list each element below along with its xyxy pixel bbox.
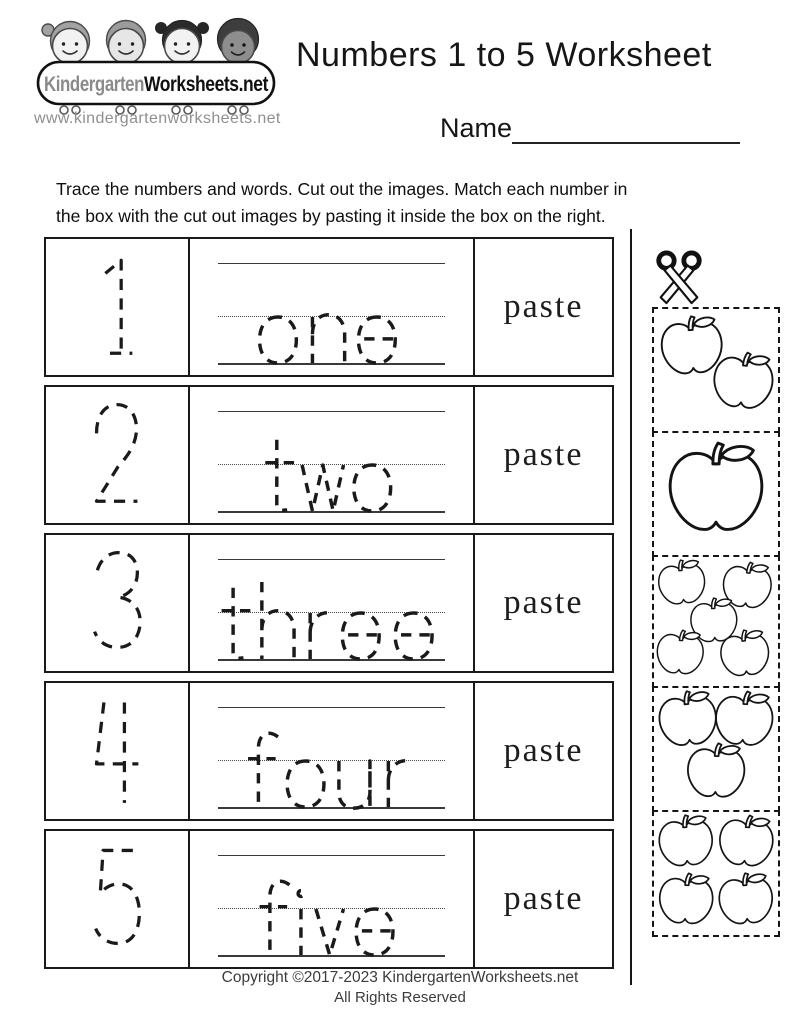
paste-label: paste bbox=[503, 288, 584, 325]
paste-box-1 bbox=[475, 239, 612, 375]
trace-word-two bbox=[263, 419, 401, 523]
trace-number-cell-4 bbox=[46, 683, 190, 819]
worksheet-row-3 bbox=[44, 533, 614, 673]
cutout-column bbox=[652, 307, 780, 937]
writing-line-top bbox=[218, 263, 445, 264]
column-divider-line bbox=[630, 229, 632, 985]
trace-word-cell-3 bbox=[190, 535, 475, 671]
trace-word-three bbox=[219, 567, 444, 671]
paste-box-4 bbox=[475, 683, 612, 819]
kid-girl-ponytail-icon bbox=[42, 22, 90, 64]
writing-line-top bbox=[218, 707, 445, 708]
name-blank-line bbox=[512, 115, 740, 144]
instructions-line-1: Trace the numbers and words. Cut out the images. Match each number in bbox=[56, 179, 628, 199]
trace-number-2 bbox=[90, 399, 144, 511]
brand-banner bbox=[38, 62, 274, 104]
cutout-box-5 bbox=[652, 810, 780, 937]
name-label: Name bbox=[440, 113, 513, 143]
writing-line-top bbox=[218, 855, 445, 856]
website-url: www.kindergartenworksheets.net bbox=[34, 110, 281, 127]
apple-icon bbox=[654, 870, 717, 933]
worksheet-table bbox=[44, 237, 614, 969]
apple-icon bbox=[654, 812, 718, 876]
page-footer bbox=[0, 969, 800, 1006]
apple-icon bbox=[713, 811, 778, 876]
trace-number-4 bbox=[90, 695, 144, 807]
trace-word-cell-1 bbox=[190, 239, 475, 375]
apple-icon bbox=[716, 627, 775, 686]
cutout-box-1 bbox=[652, 307, 780, 433]
name-row bbox=[440, 113, 740, 144]
trace-word-four bbox=[246, 715, 416, 819]
trace-number-3 bbox=[89, 547, 145, 659]
page-title: Numbers 1 to 5 Worksheet bbox=[296, 36, 712, 74]
kindergarten-worksheets-logo bbox=[30, 14, 282, 118]
copyright-text: Copyright ©2017-2023 KindergartenWorksheets.net bbox=[221, 969, 579, 986]
cutout-box-4 bbox=[652, 686, 780, 812]
trace-word-cell-4 bbox=[190, 683, 475, 819]
paste-label: paste bbox=[503, 732, 584, 769]
apple-icon bbox=[714, 870, 778, 934]
apple-icon bbox=[652, 627, 708, 683]
paste-box-3 bbox=[475, 535, 612, 671]
trace-number-cell-5 bbox=[46, 831, 190, 967]
apple-icon bbox=[683, 741, 749, 807]
trace-number-cell-1 bbox=[46, 239, 190, 375]
paste-box-2 bbox=[475, 387, 612, 523]
worksheet-row-4 bbox=[44, 681, 614, 821]
trace-number-1 bbox=[97, 251, 138, 363]
worksheet-row-5 bbox=[44, 829, 614, 969]
writing-line-top bbox=[218, 559, 445, 560]
trace-number-cell-3 bbox=[46, 535, 190, 671]
paste-label: paste bbox=[503, 584, 584, 621]
rights-text: All Rights Reserved bbox=[334, 989, 466, 1006]
paste-label: paste bbox=[503, 880, 584, 917]
trace-word-one bbox=[256, 271, 408, 375]
paste-box-5 bbox=[475, 831, 612, 967]
cutout-box-3 bbox=[652, 555, 780, 688]
trace-word-cell-5 bbox=[190, 831, 475, 967]
trace-word-cell-2 bbox=[190, 387, 475, 523]
kid-boy-afro-icon bbox=[218, 19, 259, 64]
worksheet-row-2 bbox=[44, 385, 614, 525]
instructions-line-2: the box with the cut out images by pasting it inside the box on the right. bbox=[56, 206, 606, 227]
scissors-icon bbox=[652, 250, 706, 308]
brand-prefix: Kindergarten bbox=[44, 73, 144, 96]
kid-girl-pigtails-icon bbox=[155, 21, 209, 64]
apple-icon bbox=[664, 441, 768, 545]
kid-boy-gray-icon bbox=[107, 21, 146, 64]
brand-suffix: Worksheets.net bbox=[144, 73, 269, 96]
trace-number-5 bbox=[91, 843, 143, 955]
instructions-text bbox=[56, 176, 776, 230]
svg-text:KindergartenWorksheets.net bbox=[44, 73, 268, 96]
apple-icon bbox=[707, 348, 780, 421]
trace-number-cell-2 bbox=[46, 387, 190, 523]
writing-line-top bbox=[218, 411, 445, 412]
worksheet-row-1 bbox=[44, 237, 614, 377]
cutout-box-2 bbox=[652, 431, 780, 557]
paste-label: paste bbox=[503, 436, 584, 473]
trace-word-five bbox=[258, 863, 405, 967]
